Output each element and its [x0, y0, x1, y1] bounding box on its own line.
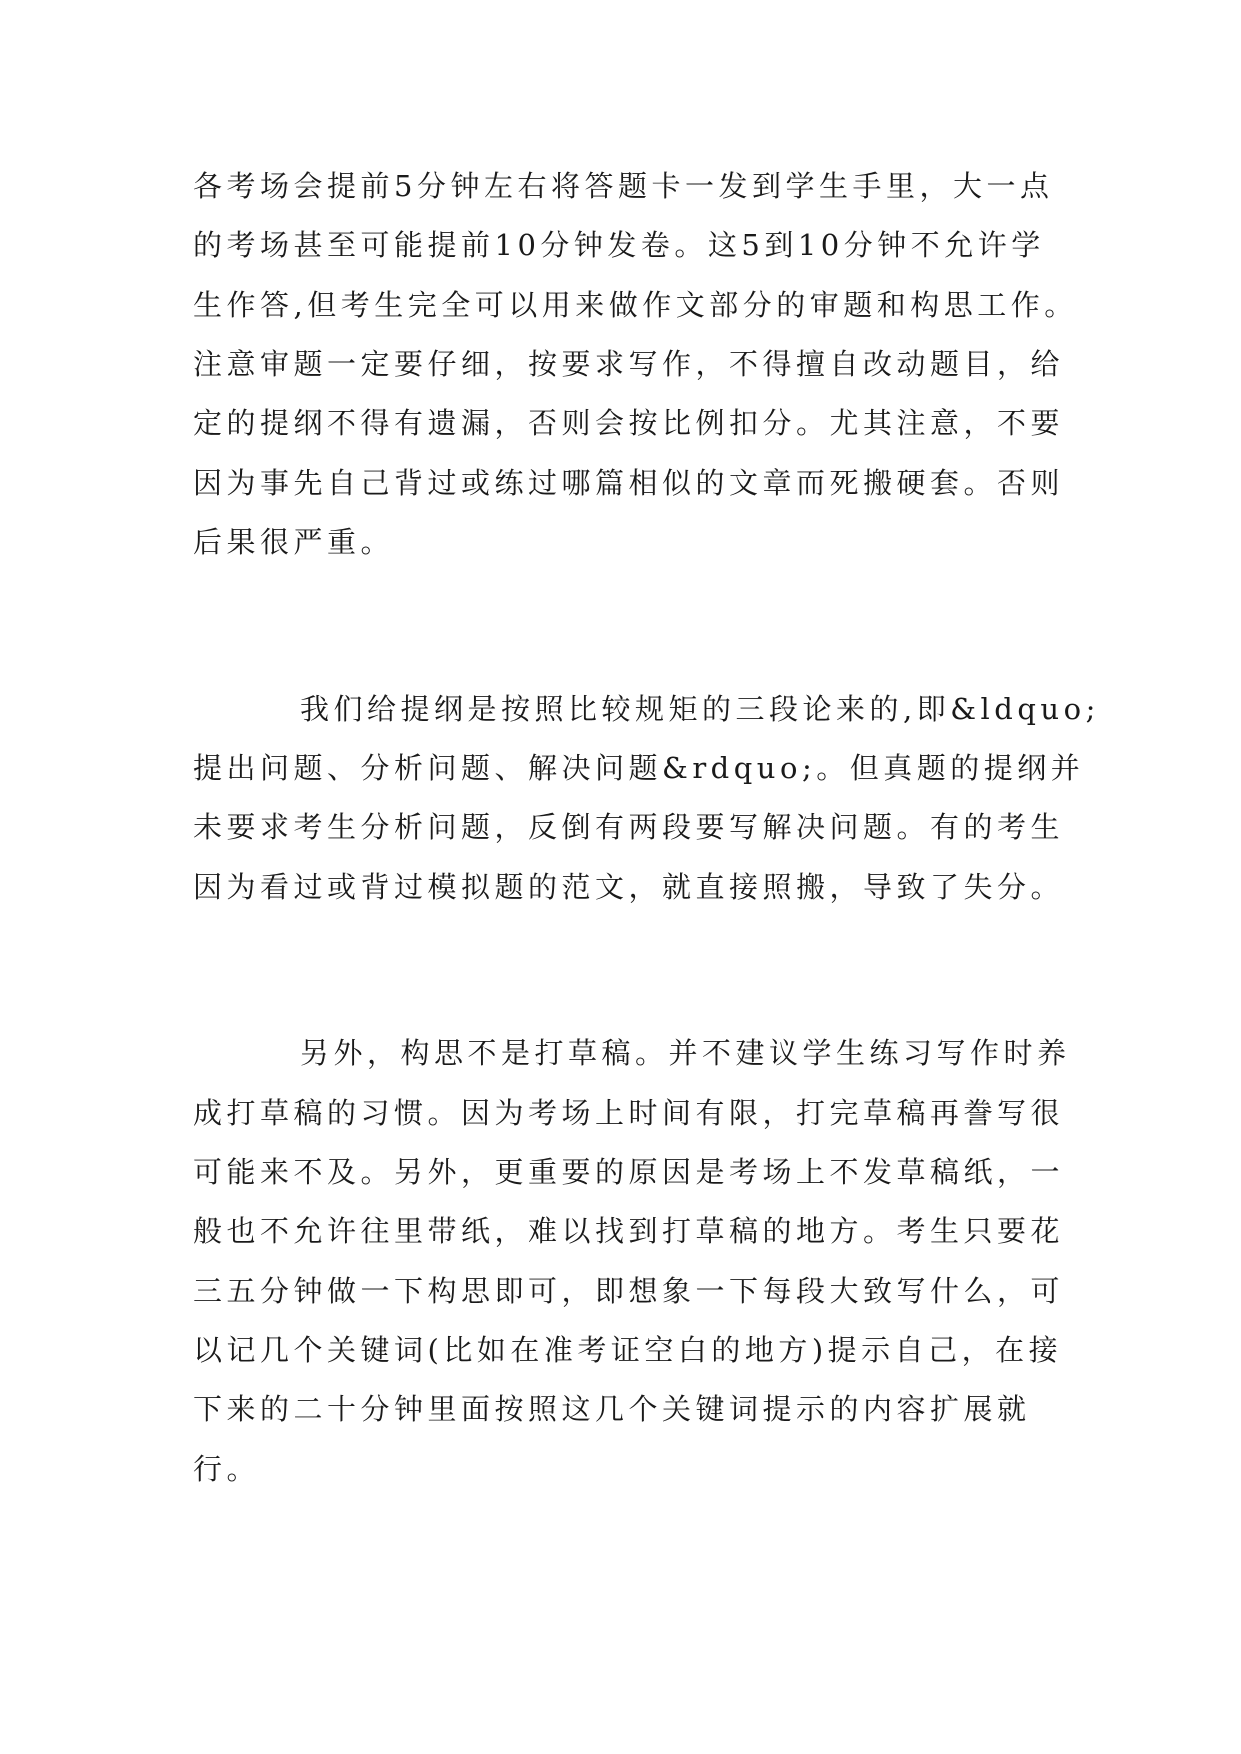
paragraph-3-line-3: 可能来不及。另外，更重要的原因是考场上不发草稿纸，一	[193, 1155, 1065, 1189]
paragraph-1-line-3: 生作答,但考生完全可以用来做作文部分的审题和构思工作。	[193, 288, 1078, 322]
paragraph-3-line-8: 行。	[193, 1452, 261, 1486]
paragraph-3-line-4: 般也不允许往里带纸，难以找到打草稿的地方。考生只要花	[193, 1214, 1065, 1248]
paragraph-3-line-6: 以记几个关键词(比如在准考证空白的地方)提示自己，在接	[193, 1333, 1063, 1367]
paragraph-2-line-1: 我们给提纲是按照比较规矩的三段论来的,即&ldquo;	[300, 692, 1100, 726]
paragraph-2-line-4: 因为看过或背过模拟题的范文，就直接照搬，导致了失分。	[193, 870, 1065, 904]
paragraph-2-line-2: 提出问题、分析问题、解决问题&rdquo;。但真题的提纲并	[193, 751, 1085, 785]
paragraph-1-line-4: 注意审题一定要仔细，按要求写作，不得擅自改动题目，给	[193, 347, 1065, 381]
paragraph-1-line-6: 因为事先自己背过或练过哪篇相似的文章而死搬硬套。否则	[193, 466, 1065, 500]
paragraph-3-line-1: 另外，构思不是打草稿。并不建议学生练习写作时养	[300, 1036, 1071, 1070]
paragraph-3-line-7: 下来的二十分钟里面按照这几个关键词提示的内容扩展就	[193, 1392, 1031, 1426]
paragraph-1-line-5: 定的提纲不得有遗漏，否则会按比例扣分。尤其注意，不要	[193, 406, 1065, 440]
paragraph-3-line-5: 三五分钟做一下构思即可，即想象一下每段大致写什么，可	[193, 1274, 1065, 1308]
paragraph-1-line-1: 各考场会提前5分钟左右将答题卡一发到学生手里，大一点	[193, 169, 1054, 203]
paragraph-1-line-2: 的考场甚至可能提前10分钟发卷。这5到10分钟不允许学	[193, 228, 1045, 262]
paragraph-1-line-7: 后果很严重。	[193, 525, 395, 559]
paragraph-2-line-3: 未要求考生分析问题，反倒有两段要写解决问题。有的考生	[193, 810, 1065, 844]
paragraph-3-line-2: 成打草稿的习惯。因为考场上时间有限，打完草稿再誊写很	[193, 1096, 1065, 1130]
